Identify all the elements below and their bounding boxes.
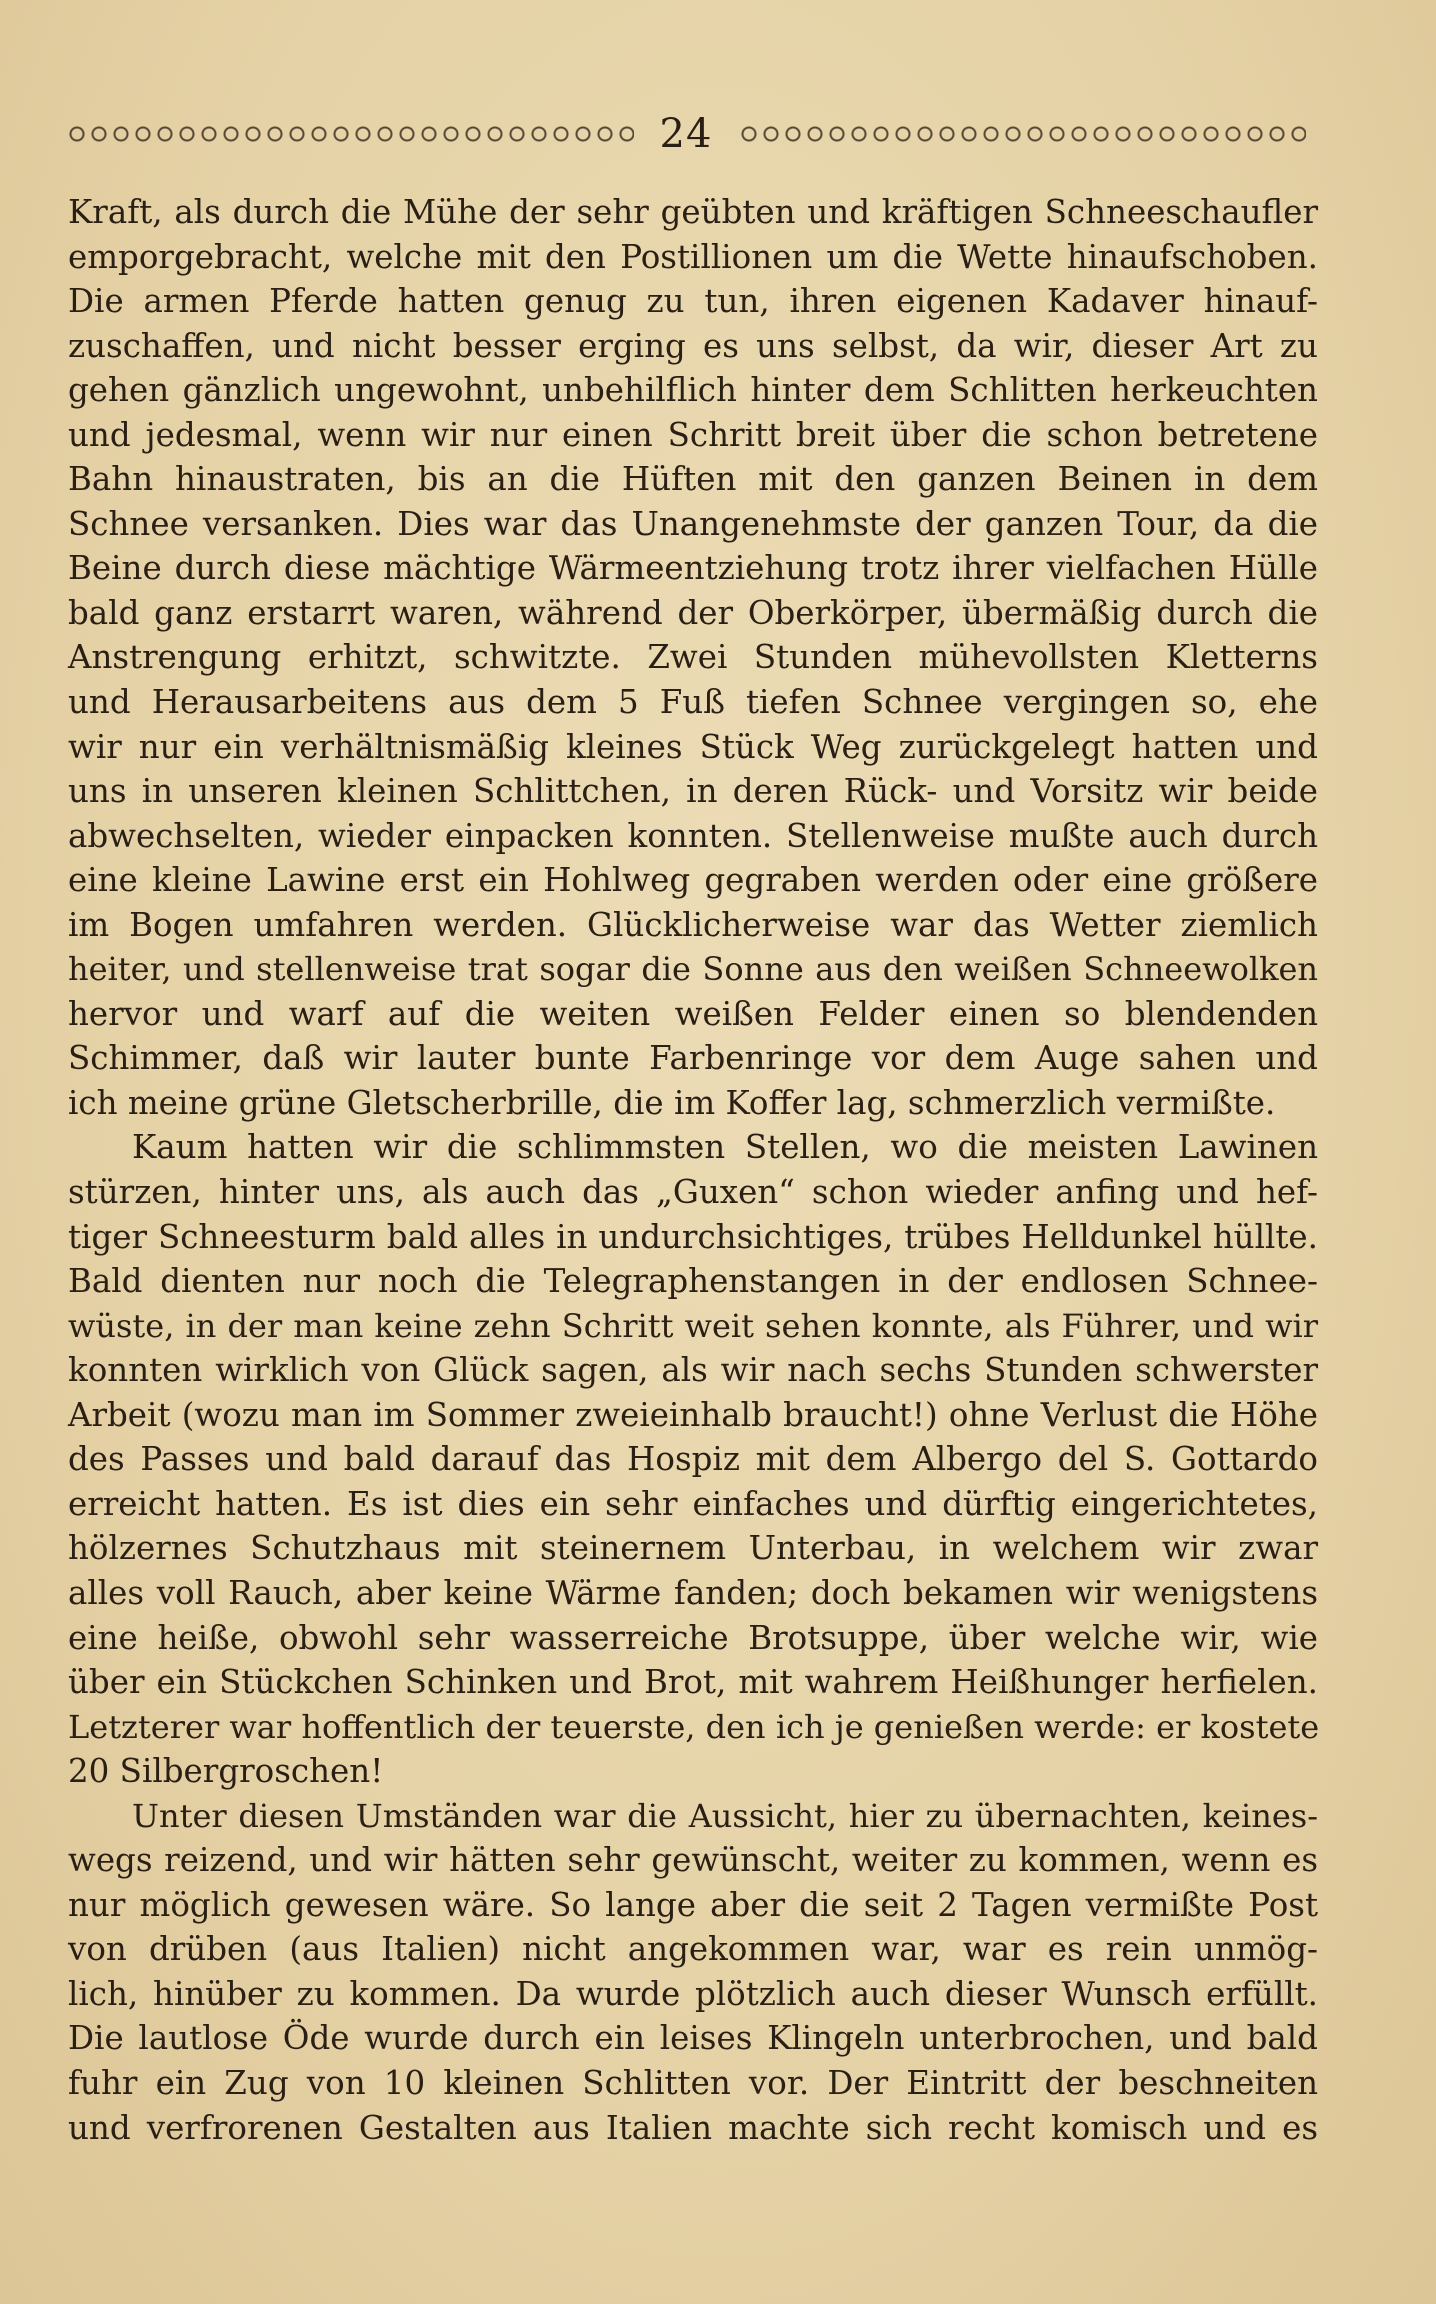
text-line: wir nur ein verhältnismäßig kleines Stück Weg zurückgelegt hatten und (68, 727, 1318, 766)
text-line: gehen gänzlich ungewohnt, unbehilflich hinter dem Schlitten herkeuchten (68, 371, 1318, 410)
text-line: hervor und warf auf die weiten weißen Felder einen so blendenden (68, 994, 1318, 1033)
text-line: eine kleine Lawine erst ein Hohlweg gegraben werden oder eine größere (68, 861, 1318, 900)
text-line: emporgebracht, welche mit den Postillionen um die Wette hinaufschoben. (68, 237, 1318, 276)
ornament-right (738, 120, 1306, 148)
text-line: eine heiße, obwohl sehr wasserreiche Brotsuppe, über welche wir, wie (68, 1618, 1318, 1657)
text-line: wüste, in der man keine zehn Schritt weit sehen konnte, als Führer, und wir (68, 1306, 1318, 1345)
text-line: Kraft, als durch die Mühe der sehr geübten und kräftigen Schneeschaufler (68, 193, 1318, 231)
page-header (66, 108, 1306, 160)
text-line: im Bogen umfahren werden. Glücklicherweise war das Wetter ziemlich (68, 905, 1318, 944)
text-line: lich, hinüber zu kommen. Da wurde plötzlich auch dieser Wunsch erfüllt. (68, 1974, 1318, 2013)
text-line: heiter, und stellenweise trat sogar die Sonne aus den weißen Schneewolken (68, 950, 1318, 989)
text-line: Beine durch diese mächtige Wärmeentziehung trotz ihrer vielfachen Hülle (68, 549, 1318, 588)
page-number: 24 (659, 111, 713, 157)
text-line: des Passes und bald darauf das Hospiz mit dem Albergo del S. Gottardo (68, 1440, 1318, 1479)
text-line: nur möglich gewesen wäre. So lange aber die seit 2 Tagen vermißte Post (68, 1885, 1318, 1924)
text-line: 20 Silbergroschen! (68, 1752, 384, 1791)
text-line: Anstrengung erhitzt, schwitzte. Zwei Stunden mühevollsten Kletterns (68, 638, 1318, 677)
ornament-left (66, 120, 634, 148)
text-line: alles voll Rauch, aber keine Wärme fanden; doch bekamen wir wenigstens (68, 1573, 1318, 1612)
text-line: tiger Schneesturm bald alles in undurchsichtiges, trübes Helldunkel hüllte. (68, 1217, 1318, 1256)
paragraph-start-line: Kaum hatten wir die schlimmsten Stellen, wo die meisten Lawinen (132, 1128, 1318, 1167)
text-line: Schnee versanken. Dies war das Unangenehmste der ganzen Tour, da die (68, 504, 1318, 543)
text-line: Arbeit (wozu man im Sommer zweieinhalb braucht!) ohne Verlust die Höhe (68, 1395, 1318, 1434)
text-line: Die armen Pferde hatten genug zu tun, ihren eigenen Kadaver hinauf- (68, 282, 1318, 321)
text-line: fuhr ein Zug von 10 kleinen Schlitten vor. Der Eintritt der beschneiten (68, 2063, 1318, 2102)
text-line: uns in unseren kleinen Schlittchen, in deren Rück- und Vorsitz wir beide (68, 772, 1318, 811)
text-line: bald ganz erstarrt waren, während der Oberkörper, übermäßig durch die (68, 593, 1318, 632)
text-line: Letzterer war hoffentlich der teuerste, den ich je genießen werde: er kostete (68, 1707, 1320, 1746)
paragraph-start-line: Unter diesen Umständen war die Aussicht, hier zu übernachten, keines- (132, 1796, 1318, 1835)
text-line: konnten wirklich von Glück sagen, als wir nach sechs Stunden schwerster (68, 1351, 1318, 1390)
text-line: von drüben (aus Italien) nicht angekommen war, war es rein unmög- (68, 1930, 1318, 1969)
text-line: abwechselten, wieder einpacken konnten. Stellenweise mußte auch durch (68, 816, 1318, 855)
text-line: Bahn hinaustraten, bis an die Hüften mit den ganzen Beinen in dem (68, 460, 1318, 499)
text-line: ich meine grüne Gletscherbrille, die im Koffer lag, schmerzlich vermißte. (68, 1083, 1276, 1122)
text-line: hölzernes Schutzhaus mit steinernem Unterbau, in welchem wir zwar (68, 1529, 1318, 1568)
text-line: und jedesmal, wenn wir nur einen Schritt breit über die schon betretene (68, 415, 1318, 454)
text-line: Die lautlose Öde wurde durch ein leises Klingeln unterbrochen, und bald (68, 2019, 1318, 2058)
text-line: erreicht hatten. Es ist dies ein sehr einfaches und dürftig eingerichtetes, (68, 1484, 1318, 1523)
text-line: wegs reizend, und wir hätten sehr gewünscht, weiter zu kommen, wenn es (68, 1841, 1318, 1880)
text-line: über ein Stückchen Schinken und Brot, mit wahrem Heißhunger herfielen. (68, 1663, 1318, 1702)
text-line: stürzen, hinter uns, als auch das „Guxen“ schon wieder anfing und hef- (68, 1173, 1318, 1212)
text-line: und Herausarbeitens aus dem 5 Fuß tiefen Schnee vergingen so, ehe (68, 683, 1318, 722)
body-text (68, 190, 1318, 2150)
text-line: zuschaffen, und nicht besser erging es uns selbst, da wir, dieser Art zu (68, 326, 1318, 365)
text-line: Bald dienten nur noch die Telegraphenstangen in der endlosen Schnee- (68, 1262, 1318, 1301)
text-line: Schimmer, daß wir lauter bunte Farbenringe vor dem Auge sahen und (68, 1039, 1318, 1078)
text-line: und verfrorenen Gestalten aus Italien machte sich recht komisch und es (68, 2108, 1318, 2147)
